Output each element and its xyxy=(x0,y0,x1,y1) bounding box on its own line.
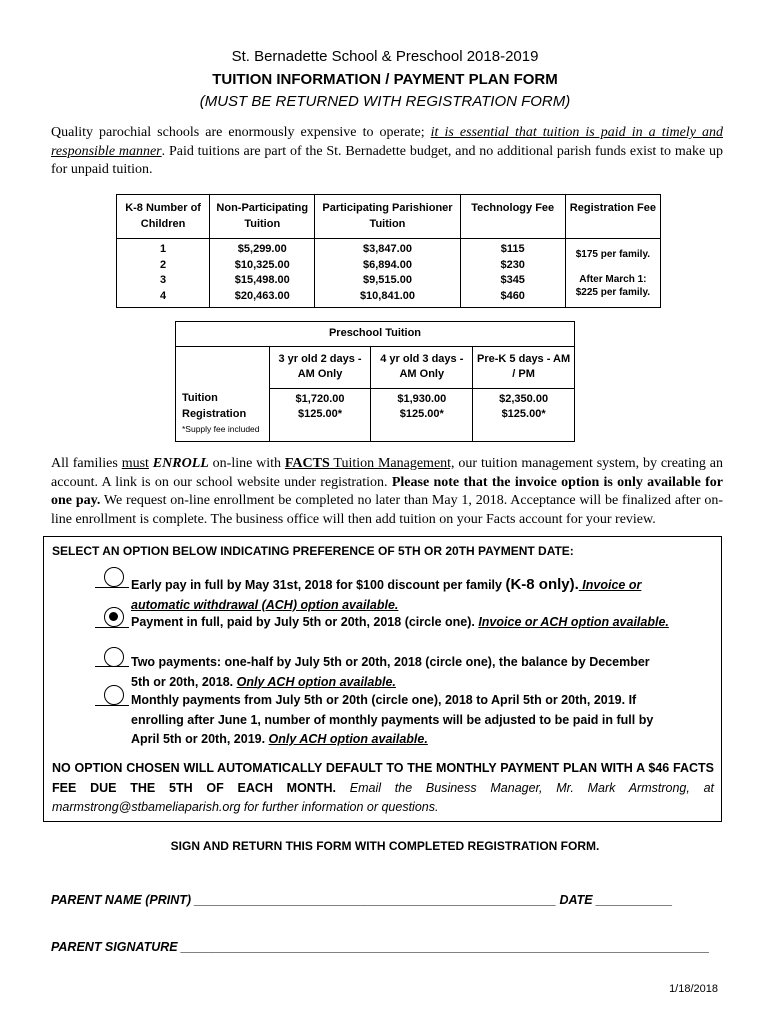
registration-column: $175 per family. After March 1: $225 per family. xyxy=(565,239,660,308)
options-title: SELECT AN OPTION BELOW INDICATING PREFERENCE OF 5TH OR 20TH PAYMENT DATE: xyxy=(52,544,574,558)
participating-column: $3,847.00 $6,894.00 $9,515.00 $10,841.00 xyxy=(315,239,460,308)
intro-paragraph: Quality parochial schools are enormously expensive to operate; it is essential that tuition is paid in a timely and responsible manner. Paid tuitions are part of the St. Bernadette budget, and no additional parish funds exist to make up for unpaid tuition. xyxy=(51,125,723,177)
option-1: Early pay in full by May 31st, 2018 for $100 discount per family (K-8 only). Invoice or automatic withdrawal (ACH) option available. xyxy=(131,576,642,612)
header-registration: Registration Fee xyxy=(565,195,660,239)
sign-return-notice: SIGN AND RETURN THIS FORM WITH COMPLETED REGISTRATION FORM. xyxy=(170,839,600,853)
option-2-radio[interactable] xyxy=(104,607,124,627)
form-date: 1/18/2018 xyxy=(669,983,718,995)
supply-note: *Supply fee included xyxy=(182,424,260,434)
option-2: Payment in full, paid by July 5th or 20th, 2018 (circle one). Invoice or ACH option available. xyxy=(131,615,669,629)
facts-paragraph: All families must ENROLL on-line with FACTS Tuition Management, our tuition management system, by creating an account. A link is on our school website under registration. Please note that the invoice option is only available for one pay. We request on-line enrollment be completed no later than May 1, 2018. Acceptance will be finalized after on-line enrollment is complete. The business office will then add tuition on your Facts account for your review. xyxy=(51,456,724,527)
values-3yr: $1,720.00 $125.00* xyxy=(269,388,371,441)
preschool-title: Preschool Tuition xyxy=(176,322,575,347)
technology-column: $115 $230 $345 $460 xyxy=(460,239,565,308)
tuition-table xyxy=(116,194,661,308)
children-column: 1 2 3 4 xyxy=(117,239,210,308)
col-prek: Pre-K 5 days - AM / PM xyxy=(473,346,575,388)
header-participating: Participating Parishioner Tuition xyxy=(315,195,460,239)
form-subtitle: (MUST BE RETURNED WITH REGISTRATION FORM) xyxy=(199,93,571,110)
payment-options-box xyxy=(43,536,722,822)
non-participating-column: $5,299.00 $10,325.00 $15,498.00 $20,463.00 xyxy=(210,239,315,308)
col-3yr: 3 yr old 2 days - AM Only xyxy=(269,346,371,388)
header-technology: Technology Fee xyxy=(460,195,565,239)
option-3-radio[interactable] xyxy=(104,647,124,667)
intro-emphasis: it is essential that tuition is paid in a timely and responsible manner xyxy=(51,125,723,159)
header-children: K-8 Number of Children xyxy=(117,195,210,239)
option-3: Two payments: one-half by July 5th or 20th, 2018 (circle one), the balance by December 5th or 20th, 2018. Only ACH option available. xyxy=(131,655,650,689)
preschool-table xyxy=(175,321,575,442)
option-1-radio[interactable] xyxy=(104,567,124,587)
option-4: Monthly payments from July 5th or 20th (circle one), 2018 to April 5th or 20th, 2019. If enrolling after June 1, number of monthly payments will be adjusted to be paid in full by April 5th or 20th, 2019. Only ACH option available. xyxy=(131,693,654,746)
header-non-participating: Non-Participating Tuition xyxy=(210,195,315,239)
values-4yr: $1,930.00 $125.00* xyxy=(371,388,473,441)
default-notice: NO OPTION CHOSEN WILL AUTOMATICALLY DEFAULT TO THE MONTHLY PAYMENT PLAN WITH A $46 FACTS FEE DUE THE 5TH OF EACH MONTH. Email the Business Manager, Mr. Mark Armstrong, at marmstrong@stbameliaparish.org for further information or questions. xyxy=(52,761,715,814)
form-title: TUITION INFORMATION / PAYMENT PLAN FORM xyxy=(212,71,558,88)
option-4-radio[interactable] xyxy=(104,685,124,705)
values-prek: $2,350.00 $125.00* xyxy=(473,388,575,441)
school-name: St. Bernadette School & Preschool 2018-2019 xyxy=(231,48,539,65)
parent-name-line[interactable]: PARENT NAME (PRINT) ____________________________________________________ DATE ___________ xyxy=(51,893,673,907)
parent-signature-line[interactable]: PARENT SIGNATURE ____________________________________________________________________________ xyxy=(51,940,710,954)
col-4yr: 4 yr old 3 days - AM Only xyxy=(371,346,473,388)
row-labels: Tuition Registration *Supply fee included xyxy=(176,388,270,441)
